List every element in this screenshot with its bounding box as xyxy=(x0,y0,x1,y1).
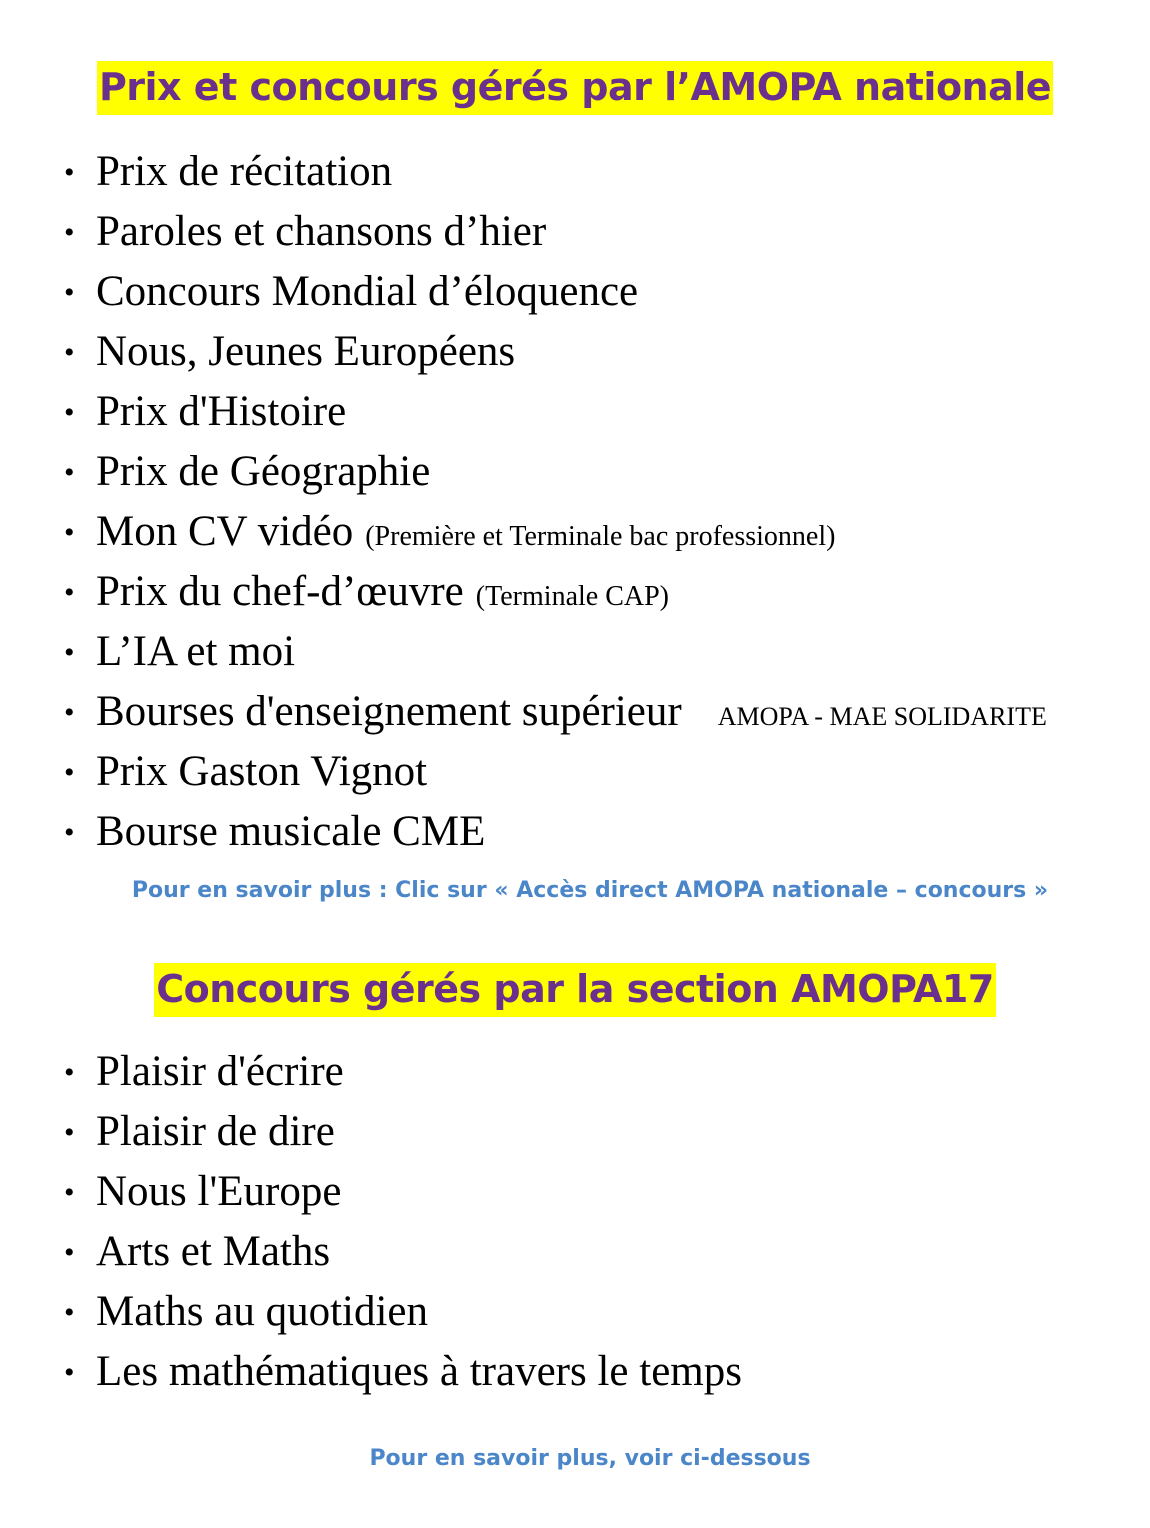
amopa17-more-info-link[interactable]: Pour en savoir plus, voir ci-dessous xyxy=(369,1446,811,1471)
national-more-info-link[interactable]: Pour en savoir plus : Clic sur « Accès direct AMOPA nationale – concours » xyxy=(131,878,1049,903)
list-item-label: Les mathématiques à travers le temps xyxy=(96,1348,742,1395)
bullet-icon: • xyxy=(64,1296,75,1329)
bullet-icon: • xyxy=(64,156,75,189)
list-item xyxy=(64,326,1047,386)
list-item xyxy=(64,506,1047,566)
list-item xyxy=(64,206,1047,266)
list-item xyxy=(64,1166,742,1226)
list-item xyxy=(64,1226,742,1286)
list-item-note: (Première et Terminale bac professionnel) xyxy=(365,521,836,552)
bullet-icon: • xyxy=(64,456,75,489)
list-item-note: (Terminale CAP) xyxy=(475,581,669,612)
list-item xyxy=(64,146,1047,206)
list-item-label: Prix du chef-d’œuvre xyxy=(96,568,464,615)
bullet-icon: • xyxy=(64,336,75,369)
amopa17-section-title-text: Concours gérés par la section AMOPA17 xyxy=(154,963,996,1017)
bullet-icon: • xyxy=(64,636,75,669)
list-item xyxy=(64,386,1047,446)
list-item xyxy=(64,566,1047,626)
list-item-label: Prix d'Histoire xyxy=(96,388,347,435)
bullet-icon: • xyxy=(64,276,75,309)
list-item-label: Concours Mondial d’éloquence xyxy=(96,268,639,315)
list-item xyxy=(64,266,1047,326)
list-item-label: Plaisir d'écrire xyxy=(96,1048,344,1095)
list-item-label: Nous l'Europe xyxy=(96,1168,342,1215)
list-item-label: Paroles et chansons d’hier xyxy=(96,208,547,255)
bullet-icon: • xyxy=(64,696,75,729)
list-item-label: Prix de récitation xyxy=(96,148,393,195)
list-item xyxy=(64,1286,742,1346)
list-item-label: Bourses d'enseignement supérieur xyxy=(96,688,682,735)
list-item xyxy=(64,1046,742,1106)
list-item xyxy=(64,1346,742,1406)
list-item-label: Prix Gaston Vignot xyxy=(96,748,428,795)
bullet-icon: • xyxy=(64,1116,75,1149)
bullet-icon: • xyxy=(64,1056,75,1089)
bullet-icon: • xyxy=(64,756,75,789)
bullet-icon: • xyxy=(64,1176,75,1209)
list-item xyxy=(64,626,1047,686)
list-item-note: AMOPA - MAE SOLIDARITE xyxy=(717,702,1047,731)
bullet-icon: • xyxy=(64,1236,75,1269)
amopa17-contest-list xyxy=(64,1046,742,1406)
bullet-icon: • xyxy=(64,516,75,549)
list-item xyxy=(64,1106,742,1166)
list-item-label: Maths au quotidien xyxy=(96,1288,429,1335)
list-item-label: Bourse musicale CME xyxy=(96,808,486,855)
list-item-label: Plaisir de dire xyxy=(96,1108,335,1155)
list-item-label: Mon CV vidéo xyxy=(96,508,354,555)
list-item-label: Prix de Géographie xyxy=(96,448,431,495)
list-item-label: Nous, Jeunes Européens xyxy=(96,328,516,375)
bullet-icon: • xyxy=(64,576,75,609)
national-section-title xyxy=(0,65,1150,109)
list-item-label: L’IA et moi xyxy=(96,628,296,675)
list-item xyxy=(64,746,1047,806)
amopa17-section-title xyxy=(0,967,1150,1011)
national-contest-list xyxy=(64,146,1047,866)
bullet-icon: • xyxy=(64,816,75,849)
bullet-icon: • xyxy=(64,216,75,249)
list-item-label: Arts et Maths xyxy=(96,1228,331,1275)
national-section-title-text: Prix et concours gérés par l’AMOPA nationale xyxy=(97,61,1053,115)
list-item xyxy=(64,686,1047,746)
list-item xyxy=(64,446,1047,506)
bullet-icon: • xyxy=(64,1356,75,1389)
list-item xyxy=(64,806,1047,866)
bullet-icon: • xyxy=(64,396,75,429)
